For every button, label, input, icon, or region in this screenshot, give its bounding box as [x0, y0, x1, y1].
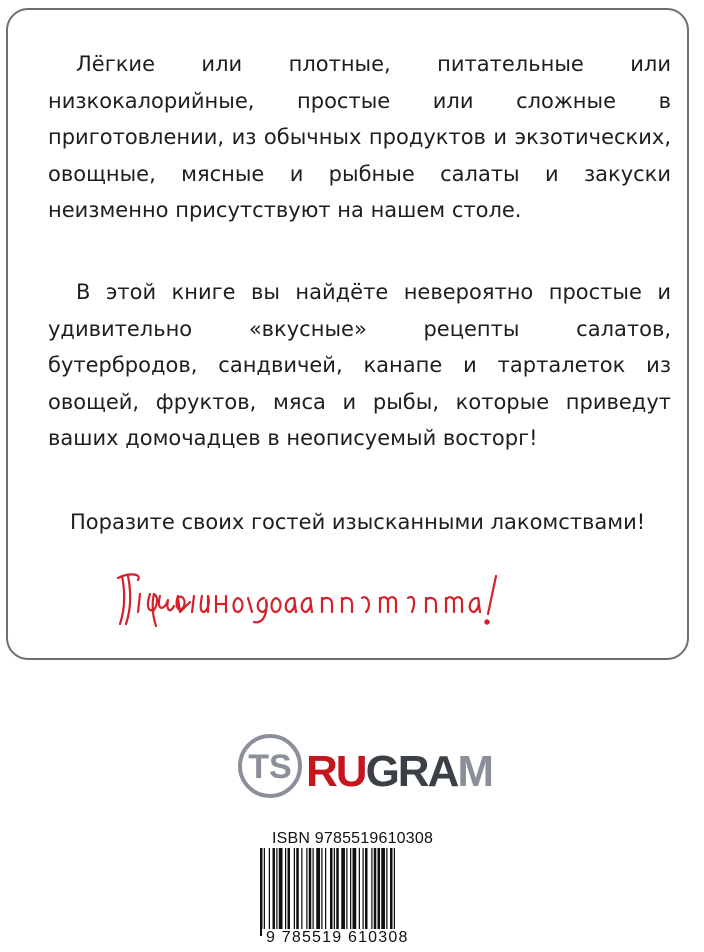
- svg-text:TS: TS: [248, 748, 292, 786]
- isbn-label: ISBN 9785519610308: [272, 830, 434, 847]
- description-panel: [6, 8, 689, 660]
- logo-word-ru: RU: [306, 747, 366, 796]
- publisher-logo: [236, 730, 492, 802]
- svg-text:RUGRAM: [306, 747, 492, 796]
- barcode: [258, 848, 442, 940]
- description-paragraph-3: Поразите своих гостей изысканными лакомствами!: [70, 510, 646, 534]
- barcode-digits: 9 785519 610308: [262, 929, 446, 947]
- description-paragraph-2: В этой книге вы найдёте невероятно простые и удивительно «вкусные» рецепты салатов, бутербродов, сандвичей, канапе и тарталеток из овощей, фруктов, мяса и рыбы, которые приведут ваших домочадцев в неописуемый восторг!: [48, 280, 671, 450]
- handwritten-closing: [116, 566, 626, 636]
- logo-word-gra: GRA: [365, 747, 458, 796]
- description-paragraph-1: Лёгкие или плотные, питательные или низкокалорийные, простые или сложные в приготовлении, из обычных продуктов и экзотических, овощные, мясные и рыбные салаты и закуски неизменно присутствуют на нашем столе.: [48, 52, 671, 222]
- logo-word-m: M: [457, 747, 492, 796]
- ts-emblem-icon: [240, 736, 300, 796]
